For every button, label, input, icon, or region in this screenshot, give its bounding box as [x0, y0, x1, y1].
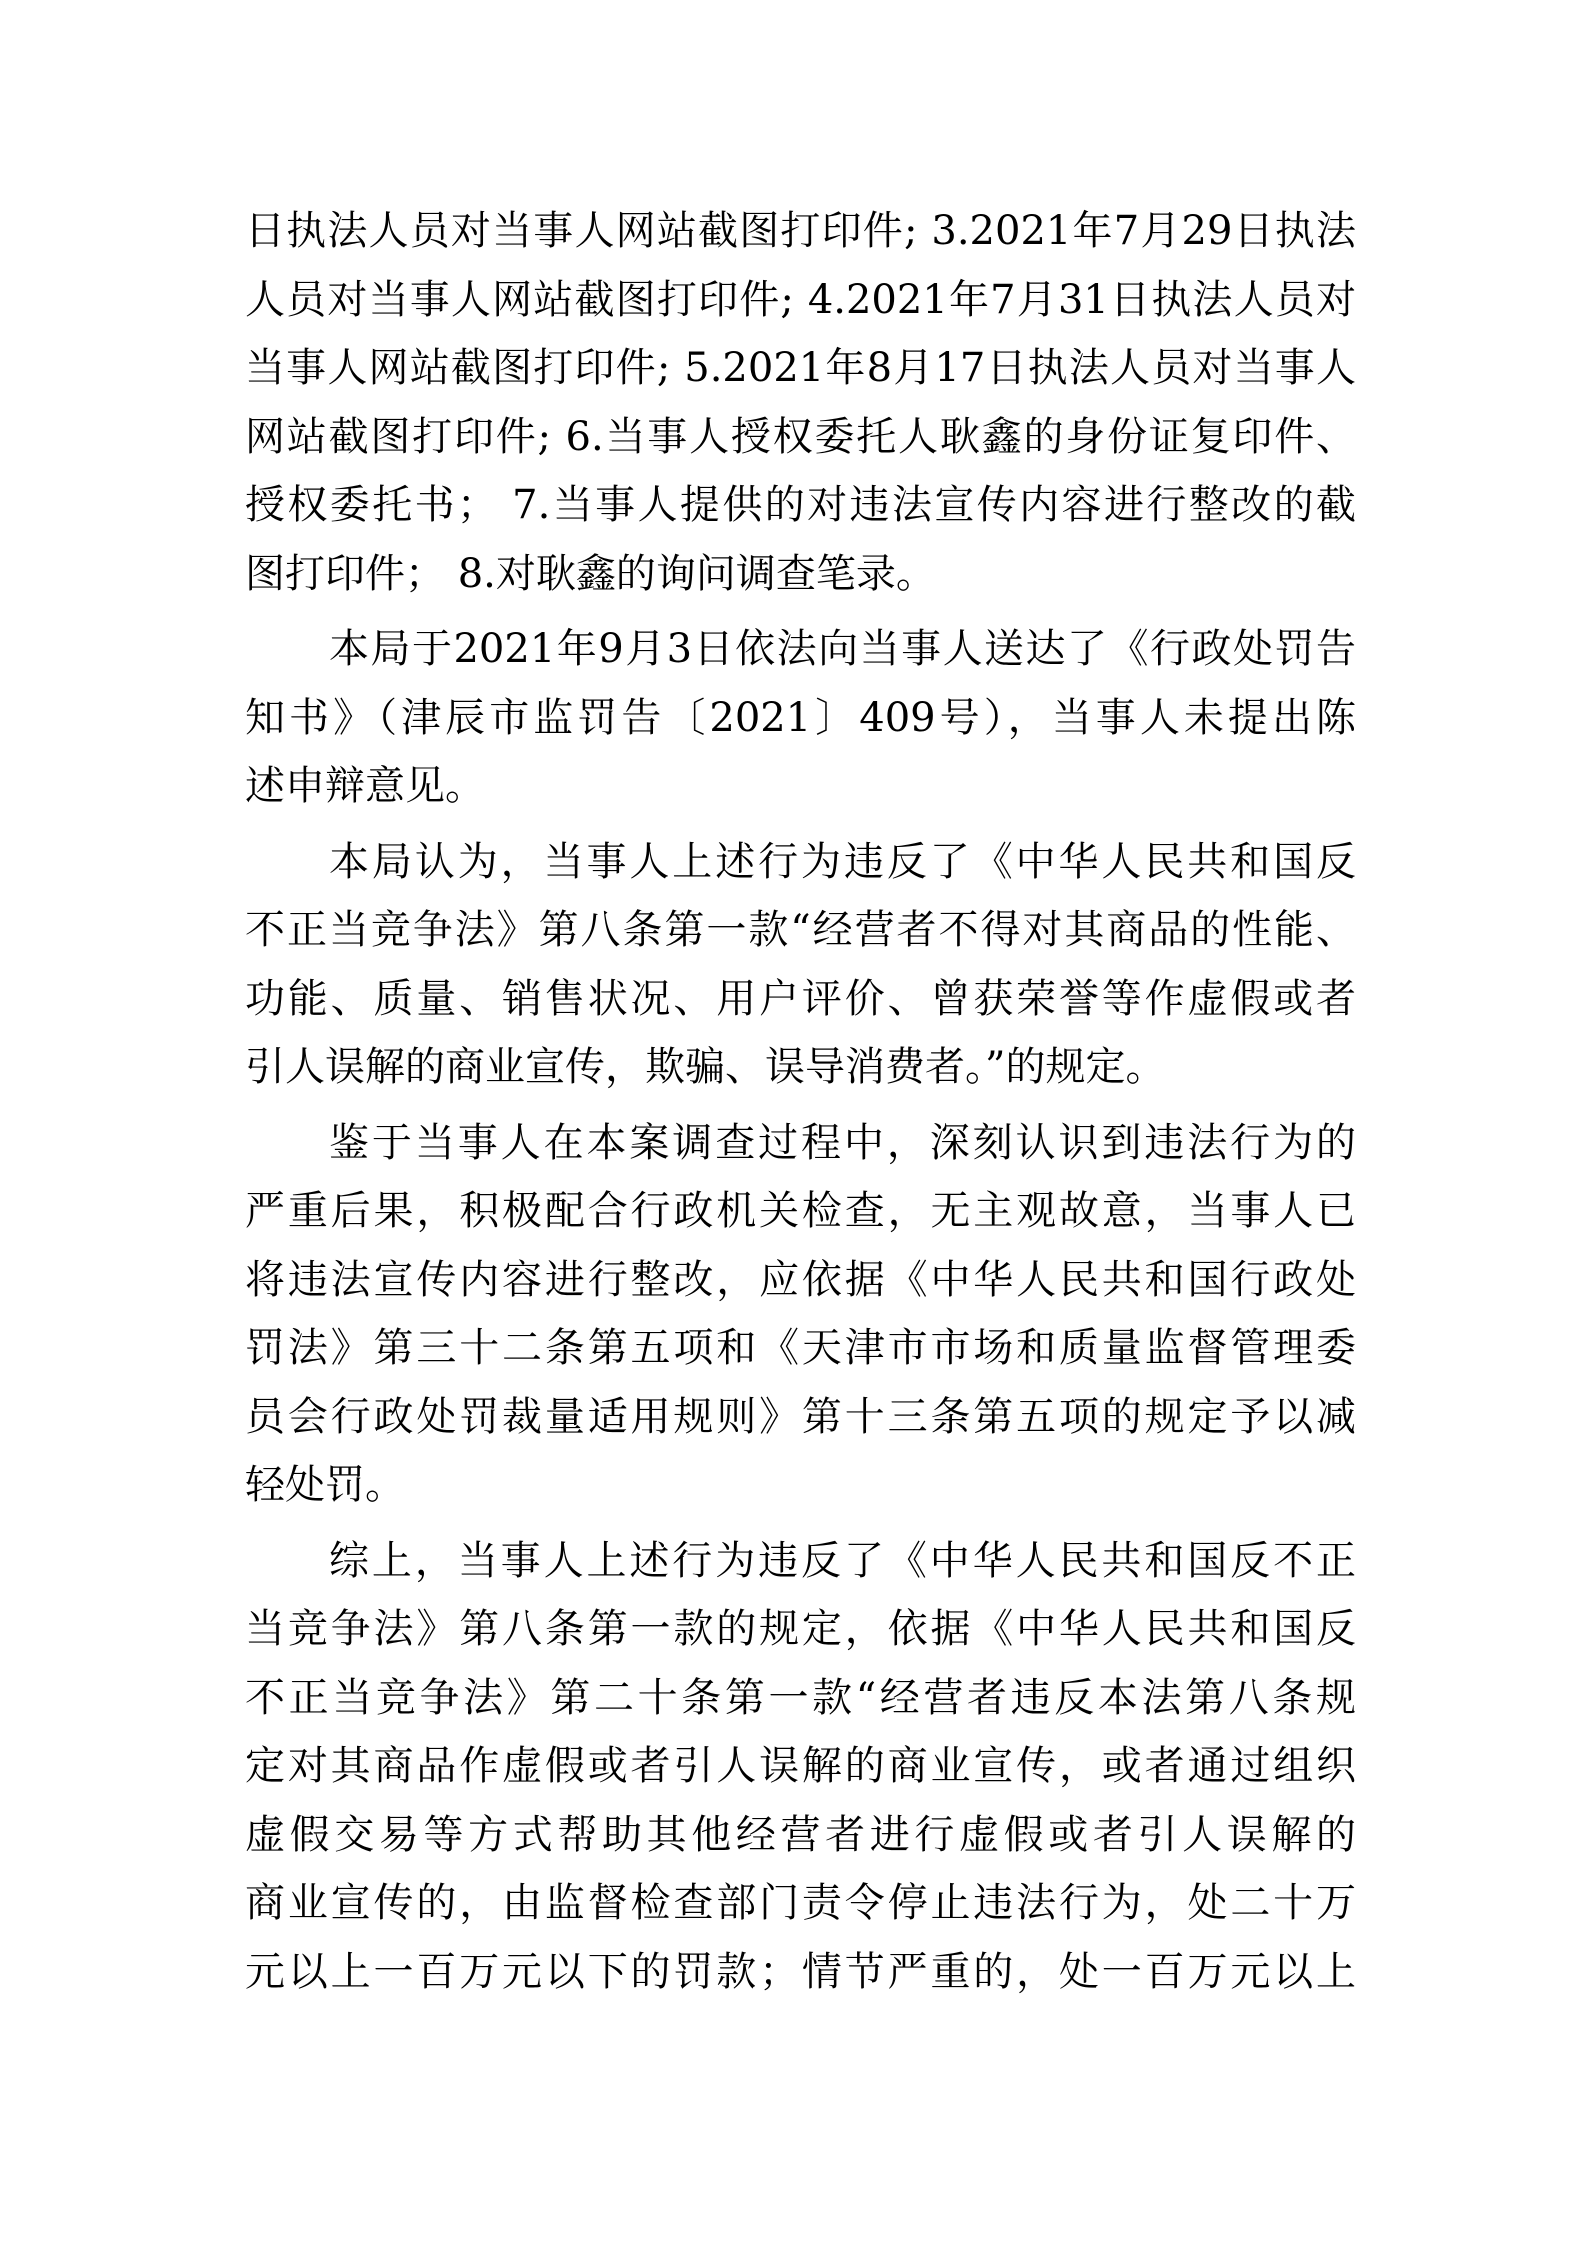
text-line: 不正当竞争法》第八条第一款“经营者不得对其商品的性能、 — [245, 907, 1356, 953]
text-line: 图打印件； 8.对耿鑫的询问调查笔录。 — [245, 550, 936, 597]
paragraph-violation-finding — [245, 828, 1356, 1102]
text-line: 虚假交易等方式帮助其他经营者进行虚假或者引人误解的 — [245, 1811, 1356, 1858]
paragraph-conclusion — [245, 1527, 1356, 2007]
text-line: 综上，当事人上述行为违反了《中华人民共和国反不正 — [329, 1537, 1356, 1584]
text-line: 严重后果，积极配合行政机关检查，无主观故意，当事人已 — [245, 1188, 1356, 1234]
text-line: 功能、质量、销售状况、用户评价、曾获荣誉等作虚假或者 — [245, 975, 1356, 1022]
text-line: 当竞争法》第八条第一款的规定，依据《中华人民共和国反 — [245, 1606, 1356, 1652]
text-line: 员会行政处罚裁量适用规则》第十三条第五项的规定予以减 — [245, 1393, 1356, 1440]
text-line: 授权委托书； 7.当事人提供的对违法宣传内容进行整改的截 — [245, 482, 1356, 528]
text-line: 将违法宣传内容进行整改，应依据《中华人民共和国行政处 — [245, 1256, 1356, 1303]
text-line: 述申辩意见。 — [245, 763, 485, 809]
document-body — [245, 197, 1356, 2006]
text-line: 轻处罚。 — [245, 1462, 405, 1508]
text-line: 定对其商品作虚假或者引人误解的商业宣传，或者通过组织 — [245, 1743, 1356, 1789]
text-line: 日执法人员对当事人网站截图打印件; 3.2021年7月29日执法 — [245, 208, 1356, 254]
text-line: 当事人网站截图打印件; 5.2021年8月17日执法人员对当事人 — [245, 345, 1356, 391]
paragraph-notice-served — [245, 615, 1356, 821]
text-line: 知书》（津辰市监罚告〔2021〕409号），当事人未提出陈 — [245, 694, 1356, 741]
paragraph-evidence-list — [245, 197, 1356, 608]
text-line: 鉴于当事人在本案调查过程中，深刻认识到违法行为的 — [329, 1119, 1356, 1166]
text-line: 人员对当事人网站截图打印件; 4.2021年7月31日执法人员对 — [245, 276, 1356, 323]
text-line: 本局于2021年9月3日依法向当事人送达了《行政处罚告 — [329, 626, 1356, 672]
text-line: 商业宣传的，由监督检查部门责令停止违法行为，处二十万 — [245, 1880, 1356, 1926]
text-line: 引人误解的商业宣传，欺骗、误导消费者。”的规定。 — [245, 1044, 1166, 1090]
text-line: 罚法》第三十二条第五项和《天津市市场和质量监督管理委 — [245, 1325, 1356, 1371]
paragraph-mitigation — [245, 1109, 1356, 1520]
text-line: 网站截图打印件; 6.当事人授权委托人耿鑫的身份证复印件、 — [245, 413, 1356, 460]
text-line: 本局认为，当事人上述行为违反了《中华人民共和国反 — [329, 838, 1356, 885]
text-line: 元以上一百万元以下的罚款；情节严重的，处一百万元以上 — [245, 1948, 1356, 1995]
text-line: 不正当竞争法》第二十条第一款“经营者违反本法第八条规 — [245, 1674, 1356, 1721]
